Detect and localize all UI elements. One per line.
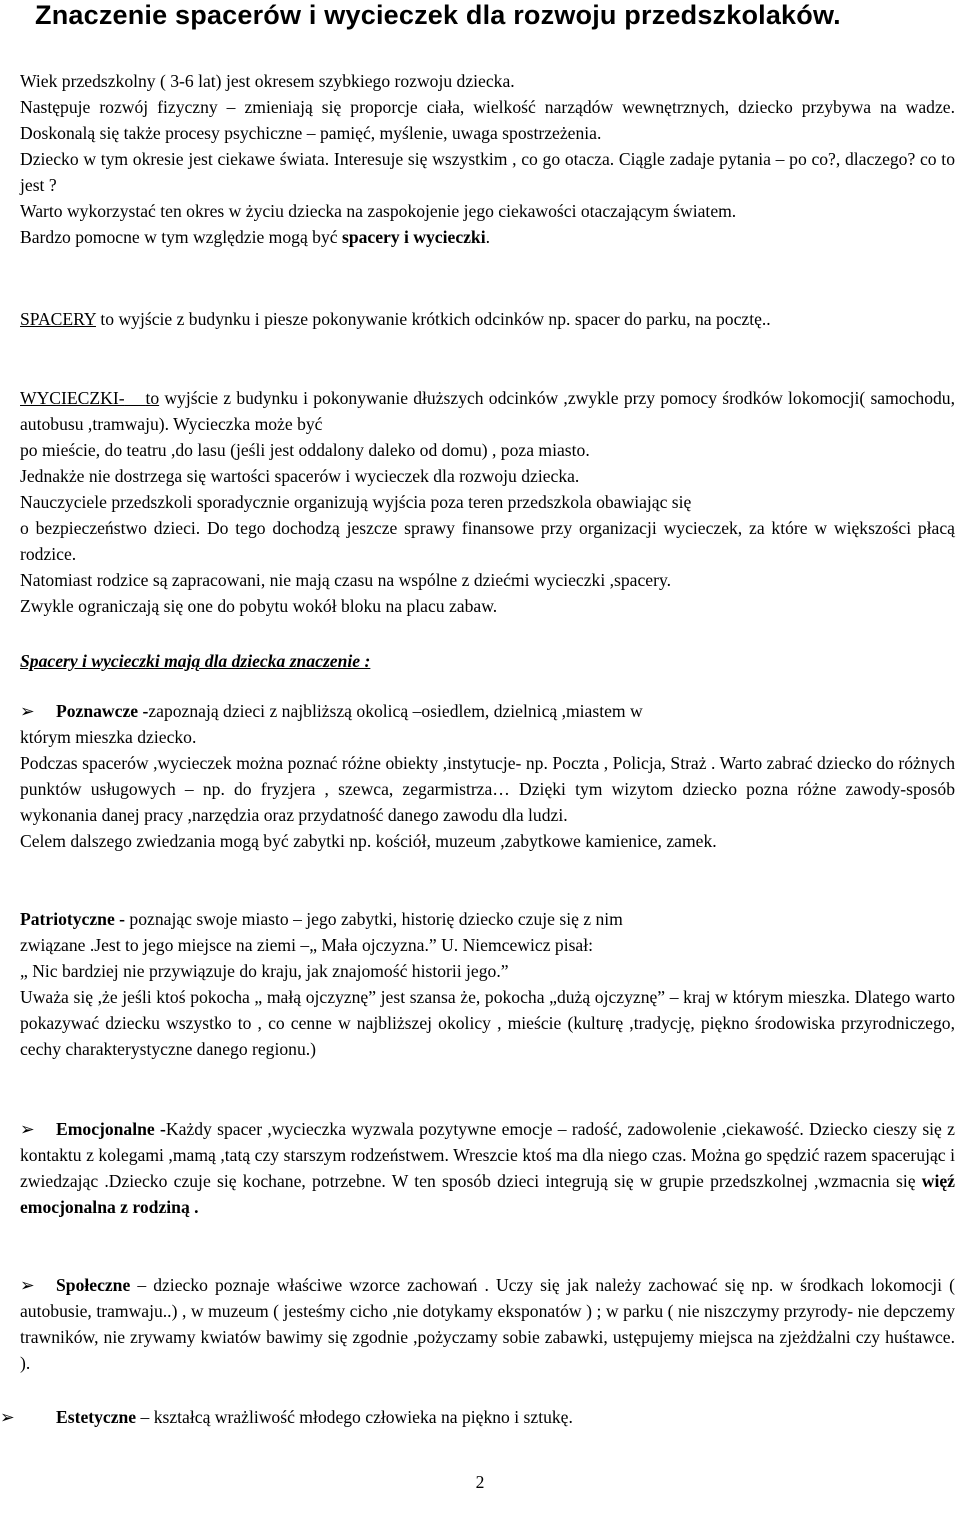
section-heading: Spacery i wycieczki mają dla dziecka znaczenie : xyxy=(20,651,371,671)
intro-para-use-period: Warto wykorzystać ten okres w życiu dziecka na zaspokojenie jego ciekawości otaczającym światem. xyxy=(20,201,737,221)
patriotyczne-term: Patriotyczne - xyxy=(20,909,126,929)
arrow-bullet-icon: ➢ xyxy=(20,701,35,721)
arrow-bullet-icon: ➢ xyxy=(0,1407,15,1427)
estetyczne-term: Estetyczne xyxy=(56,1407,137,1427)
poznawcze-para-3: Celem dalszego zwiedzania mogą być zabytki np. kościół, muzeum ,zabytkowe kamienice, zamek. xyxy=(20,831,717,851)
patriotyczne-para-2: Uważa się ,że jeśli ktoś pokocha „ małą ojczyznę” jest szansa że, pokocha „dużą ojczyznę” – kraj w którym mieszka. Dlatego warto pokazywać dziecku wszystko to , co cenne w najbliższej okolicy , mieście (kulturę ,tradycję, piękno środowiska przyrodniczego, cechy charakterystyczne danego regionu.) xyxy=(20,987,955,1059)
page-title: Znaczenie spacerów i wycieczek dla rozwoju przedszkolaków. xyxy=(35,0,841,30)
wiez-emocjonalna-bold: więź emocjonalna z rodziną . xyxy=(20,1171,955,1217)
emocjonalne-term: Emocjonalne - xyxy=(56,1119,166,1139)
poznawcze-term: Poznawcze - xyxy=(56,701,149,721)
page-number: 2 xyxy=(475,1472,485,1492)
patriotyczne-section: Patriotyczne - poznając swoje miasto – jego zabytki, historię dziecko czuje się z nim związane .Jest to jego miejsce na ziemi –„ Mała ojczyzna.” U. Niemcewicz pisał: „ Nic bardziej nie przywiązuje do kraju, jak znajomość historii jego.” Uważa się ,że jeśli ktoś pokocha „ małą ojczyznę” jest szansa że, pokocha „dużą ojczyznę” – kraj w którym mieszka. Dlatego warto pokazywać dziecku wszystko to , co cenne w najbliższej okolicy , mieście (kulturę ,tradycję, piękno środowiska przyrodniczego, cechy charakterystyczne danego regionu.) xyxy=(20,906,955,1062)
intro-line-1: Wiek przedszkolny ( 3-6 lat) jest okresem szybkiego rozwoju dziecka. xyxy=(20,71,515,91)
spacery-term: SPACERY xyxy=(20,309,96,329)
spacery-definition xyxy=(20,306,955,332)
poznawcze-para-2: Podczas spacerów ,wycieczek można poznać różne obiekty ,instytucje- np. Poczta , Policja, Straż . Warto zabrać dziecko do różnych punktów usługowych – np. do fryzjera , szewca, zegarmistrza… Dzięki tym wizytom dziecko pozna różne zawody-sposób wykonania danej pracy ,narzędzia oraz przydatność danego zawodu dla ludzi. xyxy=(20,753,955,825)
spacery-wycieczki-bold: spacery i wycieczki xyxy=(341,227,486,247)
intro-para-development: Następuje rozwój fizyczny – zmieniają się proporcje ciała, wielkość narządów wewnętrznych, dziecko przybywa na wadze. Doskonalą się także procesy psychiczne – pamięć, myślenie, uwaga spostrzeżenia. xyxy=(20,97,955,143)
poznawcze-section: ➢ Poznawcze -zapoznają dzieci z najbliższą okolicą –osiedlem, dzielnicą ,miastem w którym mieszka dziecko. Podczas spacerów ,wycieczek można poznać różne obiekty ,instytucje- np. Poczta , Policja, Straż . Warto zabrać dziecko do różnych punktów usługowych – np. do fryzjera , szewca, zegarmistrza… Dzięki tym wizytom dziecko pozna różne zawody-sposób wykonania danej pracy ,narzędzia oraz przydatność danego zawodu dla ludzi. Celem dalszego zwiedzania mogą być zabytki np. kościół, muzeum ,zabytkowe kamienice, zamek. xyxy=(20,698,955,854)
spoleczne-section: ➢ Społeczne – dziecko poznaje właściwe wzorce zachowań . Uczy się jak należy zachować się np. w środkach lokomocji ( autobusie, tramwaju..) , w muzeum ( jesteśmy cicho ,nie dotykamy eksponatów ) ; w parku ( nie niszczymy przyrody- nie depczemy trawników, nie zrywamy kwiatów bawimy się zgodnie ,pożyczamy sobie zabawki, ustępujemy miejsca na zjeżdżalni czy huśtawce. ). xyxy=(20,1272,955,1376)
intro-section xyxy=(20,68,955,250)
intro-para-curiosity: Dziecko w tym okresie jest ciekawe świata. Interesuje się wszystkim , co go otacza. Ciągle zadaje pytania – po co?, dlaczego? co to jest ? xyxy=(20,149,955,195)
section-heading-block xyxy=(20,648,955,674)
estetyczne-section: ➢ Estetyczne – kształcą wrażliwość młodego człowieka na piękno i sztukę. xyxy=(0,1404,955,1430)
wycieczki-text: wyjście z budynku i pokonywanie dłuższych odcinków ,zwykle przy pomocy środków lokomocji( samochodu, autobusu ,tramwaju). Wycieczka może być xyxy=(20,388,955,434)
spoleczne-term: Społeczne xyxy=(56,1275,131,1295)
wycieczki-definition: WYCIECZKI- to wyjście z budynku i pokonywanie dłuższych odcinków ,zwykle przy pomocy środków lokomocji( samochodu, autobusu ,tramwaju). Wycieczka może być po mieście, do teatru ,do lasu (jeśli jest oddalony daleko od domu) , poza miasto. Jednakże nie dostrzega się wartości spacerów i wycieczek dla rozwoju dziecka. Nauczyciele przedszkoli sporadycznie organizują wyjścia poza teren przedszkola obawiając się o bezpieczeństwo dzieci. Do tego dochodzą jeszcze sprawy finansowe przy organizacji wycieczek, za które w większości płacą rodzice. Natomiast rodzice są zapracowani, nie mają czasu na wspólne z dziećmi wycieczki ,spacery. Zwykle ograniczają się one do pobytu wokół bloku na placu zabaw. xyxy=(20,388,955,616)
wycieczki-term: WYCIECZKI- xyxy=(20,388,125,408)
emocjonalne-section: ➢ Emocjonalne -Każdy spacer ,wycieczka wyzwala pozytywne emocje – radość, zadowolenie ,ciekawość. Dziecko cieszy się z kontaktu z kolegami ,mamą ,tatą czy starszym rodzeństwem. Wreszcie ktoś ma dla niego czas. Można go spędzić razem spacerując i zwiedzając .Dziecko czuje się kochane, potrzebne. W ten sposób dzieci integrują się w grupie przedszkolnej ,wzmacnia się więź emocjonalna z rodziną . xyxy=(20,1116,955,1220)
spacery-text: to wyjście z budynku i piesze pokonywanie krótkich odcinków np. spacer do parku, na pocztę.. xyxy=(95,309,771,329)
arrow-bullet-icon: ➢ xyxy=(20,1119,35,1139)
intro-para-helpful: Bardzo pomocne w tym względzie mogą być spacery i wycieczki. xyxy=(20,227,491,247)
arrow-bullet-icon: ➢ xyxy=(20,1275,35,1295)
